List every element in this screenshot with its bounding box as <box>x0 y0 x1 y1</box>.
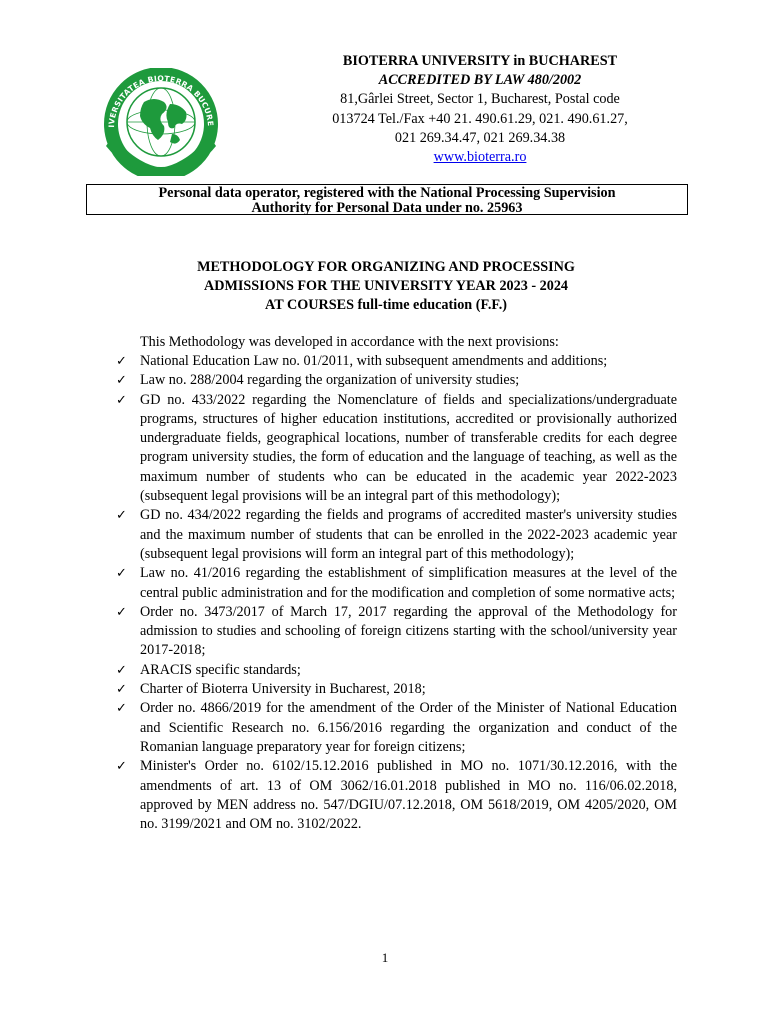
checkmark-icon: ✓ <box>116 392 127 408</box>
page-number: 1 <box>381 950 389 965</box>
website-link[interactable]: www.bioterra.ro <box>433 149 527 166</box>
address-line-2: 013724 Tel./Fax +40 21. 490.61.29, 021. 490.61.27, <box>332 110 628 127</box>
checkmark-icon: ✓ <box>116 682 127 698</box>
operator-notice-line-1: Personal data operator, registered with the National Processing Supervision <box>158 185 616 201</box>
list-item: ✓ GD no. 433/2022 regarding the Nomenclature of fields and specializations/undergraduate programs, structures of higher education institutions, accredited or provisionally authorized undergraduate fields, geographical locations, number of transferable credits for each degree program university studies, the form of education and the language of teaching, as well as the maximum number of students who can be educated in the academic year 2022-2023 (subsequent legal provisions will be an integral part of this methodology); <box>116 391 677 505</box>
university-seal-globe-hands-icon <box>92 68 230 176</box>
accreditation-line: ACCREDITED BY LAW 480/2002 <box>378 72 582 89</box>
list-item: ✓ National Education Law no. 01/2011, with subsequent amendments and additions; <box>116 352 677 371</box>
personal-data-operator-notice <box>86 184 688 215</box>
seal-text: IVERSITATEA BIOTERRA BUCURE <box>106 73 216 128</box>
university-logo <box>92 68 230 176</box>
checkmark-icon: ✓ <box>116 373 127 389</box>
title-line-3: AT COURSES full-time education (F.F.) <box>265 297 507 313</box>
operator-notice-line-2: Authority for Personal Data under no. 25963 <box>251 199 523 216</box>
checkmark-icon: ✓ <box>116 701 127 717</box>
list-item: ✓ GD no. 434/2022 regarding the fields and programs of accredited master's university studies and the maximum number of students that can be enrolled in the 2022-2023 academic year (subsequent legal provisions will form an integral part of this methodology); <box>116 507 677 562</box>
list-item: ✓ Minister's Order no. 6102/15.12.2016 published in MO no. 1071/30.12.2016, with the amendments of art. 13 of OM 3062/16.01.2018 published in MO no. 116/06.02.2018, approved by MEN address no. 547/DGIU/07.12.2018, OM 5618/2019, OM 4205/2020, OM no. 3199/2021 and OM no. 3102/2022. <box>116 758 677 833</box>
checkmark-icon: ✓ <box>116 354 127 369</box>
checkmark-icon: ✓ <box>116 508 127 524</box>
intro-paragraph: This Methodology was developed in accordance with the next provisions: <box>140 334 559 350</box>
provisions-list <box>116 352 677 834</box>
checkmark-icon: ✓ <box>116 759 127 775</box>
checkmark-icon: ✓ <box>116 566 127 582</box>
title-line-1: METHODOLOGY FOR ORGANIZING AND PROCESSING <box>197 259 575 275</box>
list-item: ✓ ARACIS specific standards; <box>116 661 677 680</box>
list-item: ✓ Law no. 288/2004 regarding the organization of university studies; <box>116 371 677 390</box>
checkmark-icon: ✓ <box>116 604 127 620</box>
list-item: ✓ Order no. 3473/2017 of March 17, 2017 regarding the approval of the Methodology for admission to studies and schooling of foreign citizens starting with the school/university year 2017-2018; <box>116 603 677 659</box>
address-line-3: 021 269.34.47, 021 269.34.38 <box>394 129 566 146</box>
title-line-2: ADMISSIONS FOR THE UNIVERSITY YEAR 2023 - 2024 <box>203 278 569 294</box>
list-item: ✓ Charter of Bioterra University in Bucharest, 2018; <box>116 680 677 699</box>
letterhead <box>270 52 690 167</box>
checkmark-icon: ✓ <box>116 662 127 678</box>
list-item: ✓ Order no. 4866/2019 for the amendment of the Order of the Minister of National Education and Scientific Research no. 6.156/2016 regarding the organization and conduct of the Romanian language preparatory year for foreign citizens; <box>116 700 677 755</box>
university-name: BIOTERRA UNIVERSITY in BUCHAREST <box>342 53 618 69</box>
address-line-1: 81,Gârlei Street, Sector 1, Bucharest, Postal code <box>340 91 620 108</box>
document-title <box>86 258 686 315</box>
list-item: ✓ Law no. 41/2016 regarding the establishment of simplification measures at the level of the central public administration and for the modification and completion of some normative acts; <box>116 565 677 601</box>
